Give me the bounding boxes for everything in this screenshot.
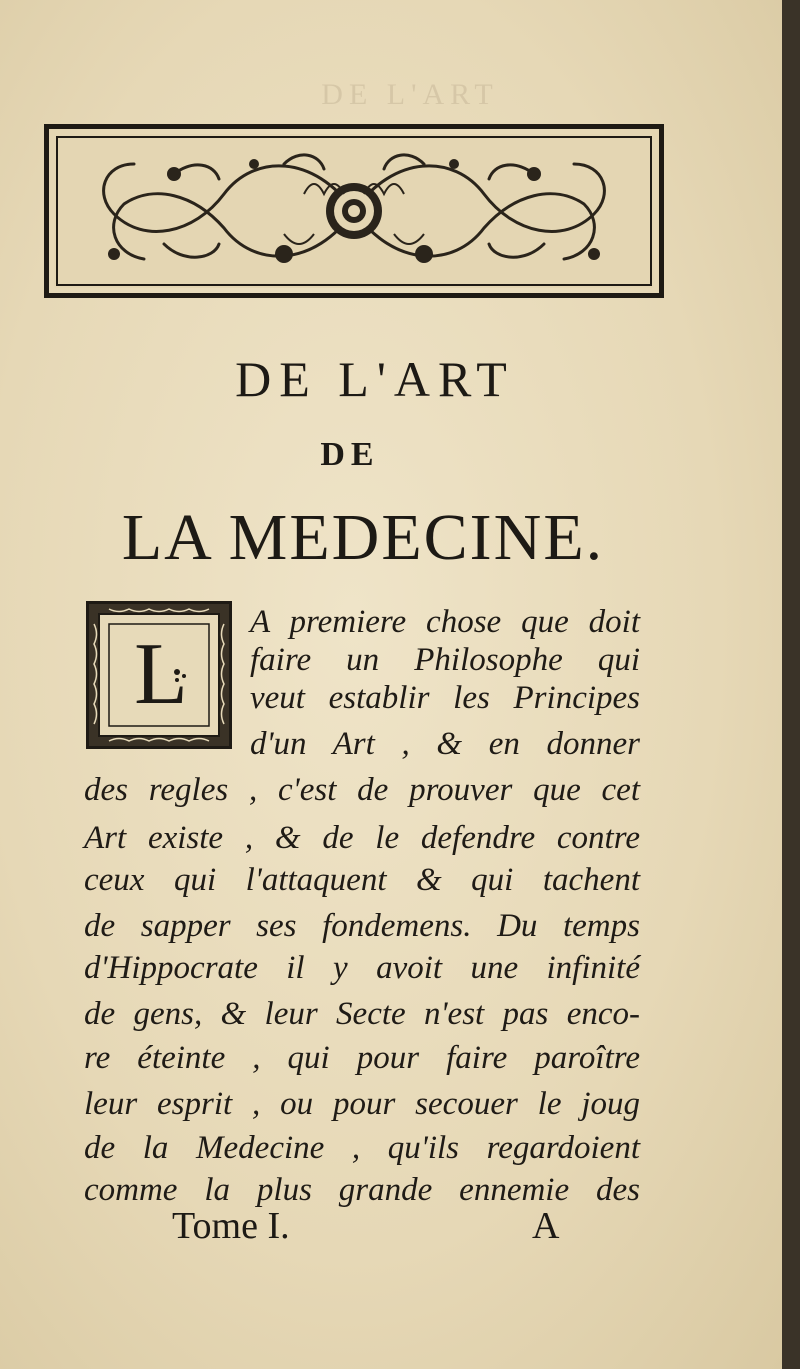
body-line: ceux qui l'attaquent & qui tachent [84,862,640,898]
body-line: d'un Art , & en donner [250,726,640,762]
body-line: de gens, & leur Secte n'est pas enco- [84,996,640,1032]
signature-mark: A [532,1205,560,1247]
body-line: comme la plus grande ennemie des [84,1172,640,1208]
body-line: des regles , c'est de prouver que cet [84,772,640,808]
body-line: leur esprit , ou pour secouer le joug [84,1086,640,1122]
drop-cap-letter: L [134,626,188,723]
volume-label: Tome I. [172,1205,290,1247]
body-line: Art existe , & de le defendre contre [84,820,640,856]
body-line: de la Medecine , qu'ils regardoient [84,1130,640,1166]
body-line: A premiere chose que doit [250,604,640,640]
title-line-2: DE [320,436,380,473]
body-line: de sapper ses fondemens. Du temps [84,908,640,944]
title-line-1: DE L'ART [235,351,515,407]
body-line: re éteinte , qui pour faire paroître [84,1040,640,1076]
body-line: faire un Philosophe qui [250,642,640,678]
title-line-3: LA MEDECINE. [121,501,605,574]
body-line: veut establir les Principes [250,680,640,716]
body-line: d'Hippocrate il y avoit une infinité [84,950,640,986]
show-through-header: DE L'ART [321,78,499,111]
